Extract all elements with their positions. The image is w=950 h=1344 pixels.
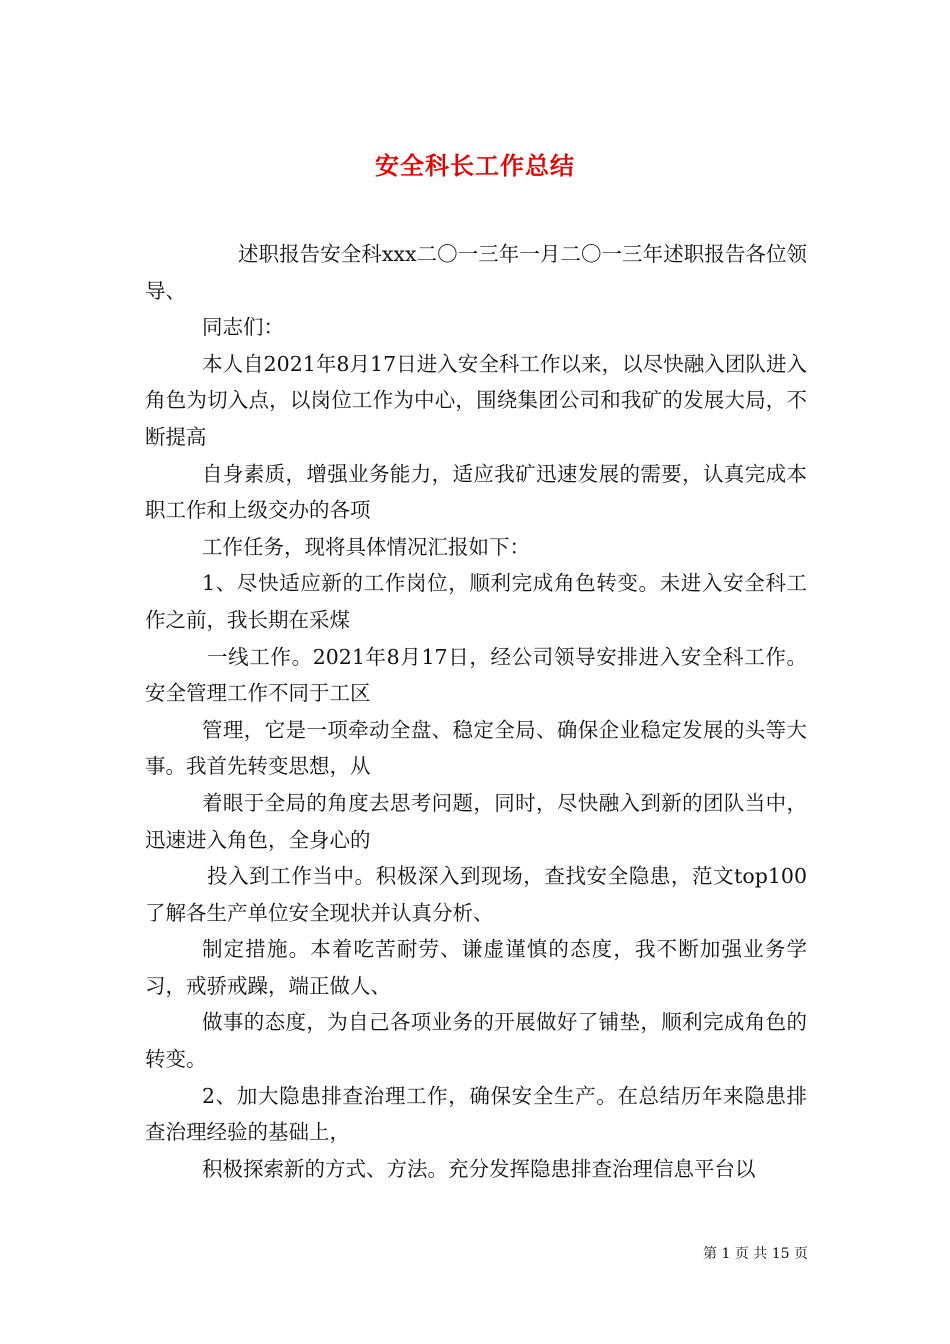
paragraph: 1、尽快适应新的工作岗位，顺利完成角色转变。未进入安全科工作之前，我长期在采煤 bbox=[145, 571, 807, 632]
paragraph: 做事的态度，为自己各项业务的开展做好了铺垫，顺利完成角色的转变。 bbox=[145, 1010, 807, 1072]
paragraph-intro: 述职报告安全科xxx二〇一三年一月二〇一三年述职报告各位领导、 bbox=[145, 242, 807, 303]
paragraph-salutation: 同志们： bbox=[202, 315, 284, 340]
document-title: 安全科长工作总结 bbox=[375, 152, 575, 181]
paragraph: 本人自2021年8月17日进入安全科工作以来，以尽快融入团队进入角色为切入点，以岗位工作为中心，围绕集团公司和我矿的发展大局，不断提高 bbox=[145, 351, 807, 449]
paragraph: 积极探索新的方式、方法。充分发挥隐患排查治理信息平台以 bbox=[202, 1156, 756, 1181]
paragraph: 制定措施。本着吃苦耐劳、谦虚谨慎的态度，我不断加强业务学习，戒骄戒躁，端正做人、 bbox=[145, 937, 807, 998]
document-body bbox=[145, 236, 807, 1187]
paragraph: 投入到工作当中。积极深入到现场，查找安全隐患，范文top100了解各生产单位安全现状并认真分析、 bbox=[145, 864, 807, 925]
paragraph: 自身素质，增强业务能力，适应我矿迅速发展的需要，认真完成本职工作和上级交办的各项 bbox=[145, 461, 807, 523]
paragraph: 着眼于全局的角度去思考问题，同时，尽快融入到新的团队当中，迅速进入角色，全身心的 bbox=[145, 790, 807, 852]
paragraph: 2、加大隐患排查治理工作，确保安全生产。在总结历年来隐患排查治理经验的基础上， bbox=[145, 1083, 807, 1145]
paragraph: 一线工作。2021年8月17日，经公司领导安排进入安全科工作。安全管理工作不同于工区 bbox=[145, 644, 807, 706]
page-number: 第 1 页 共 15 页 bbox=[703, 1246, 808, 1262]
paragraph: 管理，它是一项牵动全盘、稳定全局、确保企业稳定发展的头等大事。我首先转变思想，从 bbox=[145, 717, 807, 779]
paragraph: 工作任务，现将具体情况汇报如下： bbox=[202, 534, 530, 559]
